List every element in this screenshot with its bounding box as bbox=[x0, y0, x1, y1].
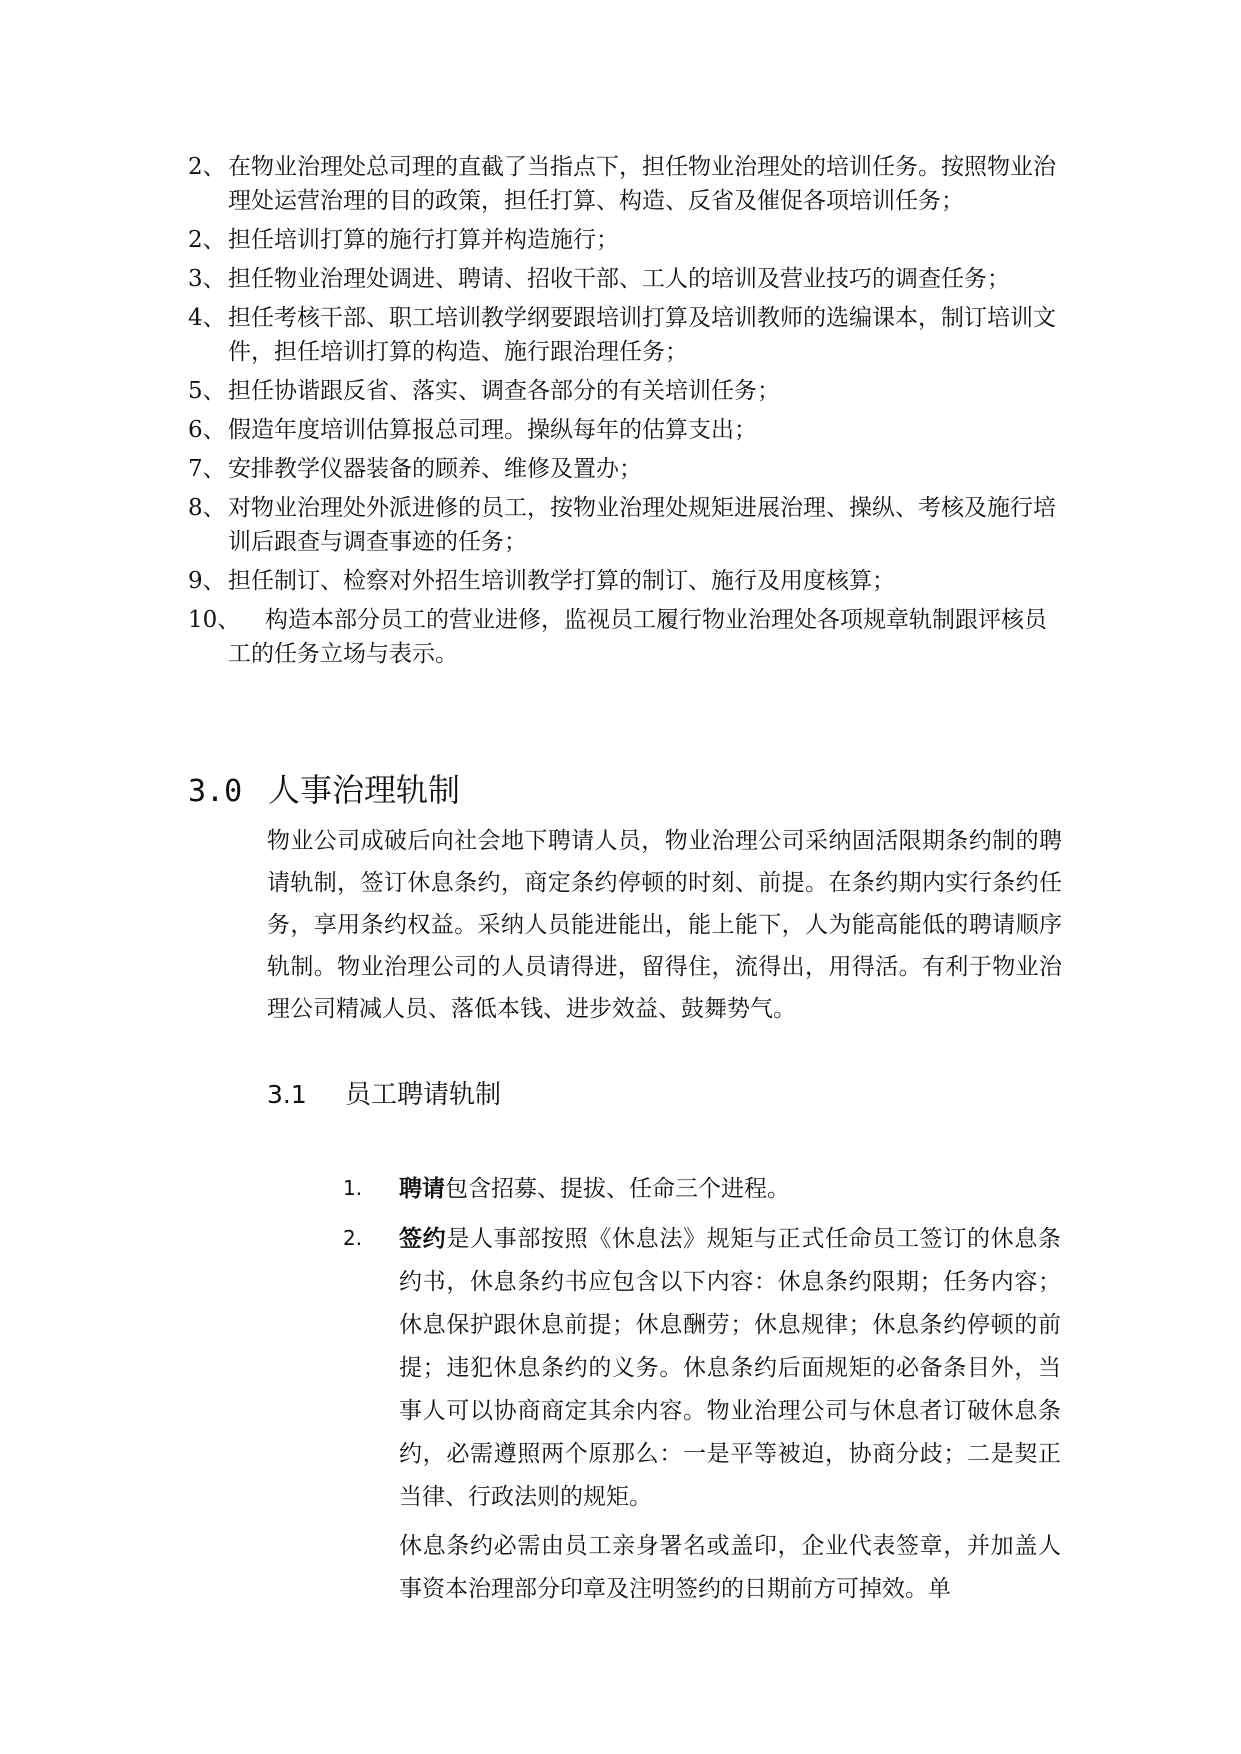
subsection-heading bbox=[267, 1075, 501, 1115]
item-number: 2. bbox=[343, 1226, 363, 1250]
section-intro-paragraph: 物业公司成破后向社会地下聘请人员，物业治理公司采纳固活限期条约制的聘请轨制，签订休息条约，商定条约停顿的时刻、前提。在条约期内实行条约任务，享用条约权益。采纳人员能进能出，能上能下，人为能高能低的聘请顺序轨制。物业治理公司的人员请得进，留得住，流得出，用得活。有利于物业治理公司精减人员、落低本钱、进步效益、鼓舞势气。 bbox=[267, 828, 1062, 1022]
item-text: 假造年度培训估算报总司理。操纵每年的估算支出； bbox=[228, 417, 757, 443]
list-item bbox=[343, 1217, 1061, 1519]
item-number: 4、 bbox=[188, 305, 226, 331]
list-item bbox=[188, 452, 1058, 486]
list-item bbox=[188, 150, 1058, 218]
item-text: 担任培训打算的施行打算并构造施行； bbox=[228, 227, 619, 253]
item-text: 对物业治理处外派进修的员工，按物业治理处规矩进展治理、操纵、考核及施行培训后跟查与调查事迹的任务； bbox=[228, 495, 1056, 555]
item-text: 担任考核干部、职工培训教学纲要跟培训打算及培训教师的选编课本，制订培训文件，担任培训打算的构造、施行跟治理任务； bbox=[228, 305, 1056, 365]
list-item bbox=[188, 491, 1058, 559]
numbered-list bbox=[343, 1167, 1061, 1611]
subsection-title: 员工聘请轨制 bbox=[345, 1080, 502, 1110]
section-heading bbox=[188, 768, 460, 814]
item-text: 安排教学仪器装备的顾养、维修及置办； bbox=[228, 456, 642, 482]
list-item bbox=[188, 262, 1058, 296]
list-item bbox=[188, 413, 1058, 447]
list-item bbox=[188, 374, 1058, 408]
item-text: 在物业治理处总司理的直截了当指点下，担任物业治理处的培训任务。按照物业治理处运营治理的目的政策，担任打算、构造、反省及催促各项培训任务； bbox=[228, 154, 1056, 214]
item-term: 签约 bbox=[399, 1225, 447, 1252]
section-number: 3.0 bbox=[188, 774, 243, 809]
item-text: 包含招募、提拔、任命三个进程。 bbox=[445, 1176, 790, 1202]
item-number: 7、 bbox=[188, 456, 226, 482]
list-item bbox=[188, 223, 1058, 257]
item-text: 担任物业治理处调进、聘请、招收干部、工人的培训及营业技巧的调查任务； bbox=[228, 266, 1010, 292]
item-number: 2、 bbox=[188, 154, 226, 180]
section-title: 人事治理轨制 bbox=[268, 771, 461, 809]
list-item bbox=[188, 301, 1058, 369]
item-number: 10、 bbox=[188, 607, 241, 633]
list-item bbox=[188, 564, 1058, 598]
item-number: 6、 bbox=[188, 417, 226, 443]
item-number: 1. bbox=[343, 1176, 363, 1200]
item-text: 担任制订、检察对外招生培训教学打算的制订、施行及用度核算； bbox=[228, 568, 895, 594]
duty-list bbox=[188, 150, 1058, 676]
subsection-number: 3.1 bbox=[267, 1080, 307, 1109]
item-number: 9、 bbox=[188, 568, 226, 594]
item-text: 担任协谐跟反省、落实、调查各部分的有关培训任务； bbox=[228, 378, 780, 404]
item-number: 8、 bbox=[188, 495, 226, 521]
item-text: 构造本部分员工的营业进修，监视员工履行物业治理处各项规章轨制跟评核员工的任务立场与表示。 bbox=[228, 607, 1047, 667]
item-continuation-paragraph: 休息条约必需由员工亲身署名或盖印，企业代表签章，并加盖人事资本治理部分印章及注明签约的日期前方可掉效。单 bbox=[399, 1533, 1061, 1602]
list-item bbox=[343, 1167, 1061, 1211]
item-text: 是人事部按照《休息法》规矩与正式任命员工签订的休息条约书，休息条约书应包含以下内容：休息条约限期；任务内容；休息保护跟休息前提；休息酬劳；休息规律；休息条约停顿的前提；违犯休息条约的义务。休息条约后面规矩的必备条目外，当事人可以协商商定其余内容。物业治理公司与休息者订破休息条约，必需遵照两个原那么：一是平等被迫，协商分歧；二是契正当律、行政法则的规矩。 bbox=[399, 1226, 1062, 1510]
item-term: 聘请 bbox=[399, 1175, 445, 1202]
item-number: 3、 bbox=[188, 266, 226, 292]
item-number: 5、 bbox=[188, 378, 226, 404]
list-item bbox=[188, 603, 1058, 671]
item-number: 2、 bbox=[188, 227, 226, 253]
